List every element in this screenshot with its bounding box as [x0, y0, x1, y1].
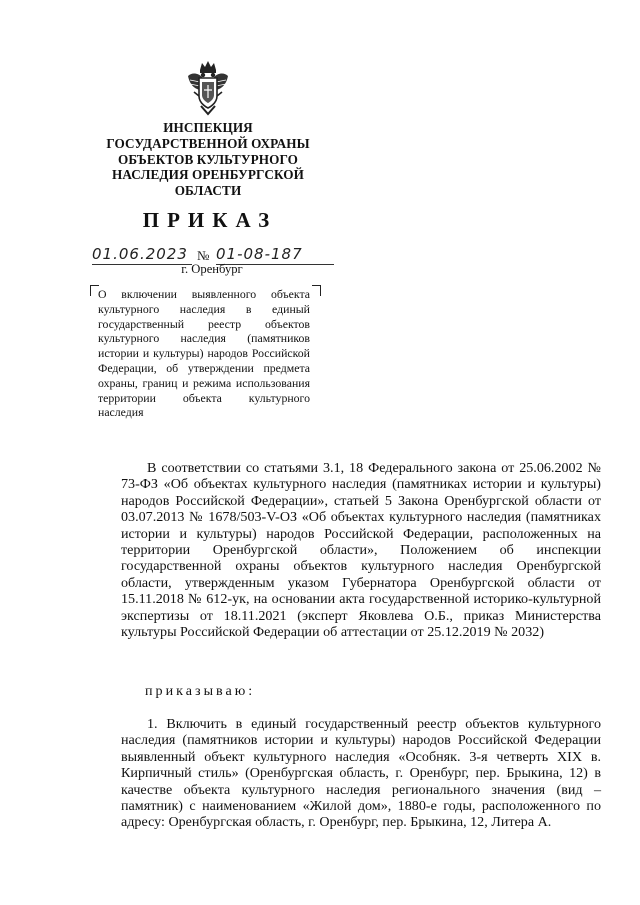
agency-line: ИНСПЕКЦИЯ — [163, 120, 253, 135]
order-date-handwritten: 01.06.2023 — [92, 245, 188, 263]
decree-word: приказываю: — [145, 683, 256, 699]
order-city: г. Оренбург — [181, 262, 243, 276]
agency-line: ГОСУДАРСТВЕННОЙ ОХРАНЫ — [106, 135, 310, 151]
order-number-handwritten: 01-08-187 — [216, 245, 303, 263]
subject-bracket-right — [312, 285, 321, 296]
order-point-1: 1. Включить в единый государственный реестр объектов культурного наследия (памятников истории и культуры) народов Российской Федерации выявленный объект культурного наследия «Особняк. 3-я четверть XIX в. Кирпичный стиль» (Оренбургская область, г. Оренбург, пер. Брыкина, 12) в качестве объекта культурного наследия регионального значения (вид – памятник) с наименованием «Жилой дом», 1880-е годы, расположенного по адресу: Оренбургская область, г. Оренбург, пер. Брыкина, 12, Литера А. — [121, 716, 601, 831]
agency-line: ОБЛАСТИ — [174, 183, 242, 199]
order-number-label: № — [197, 248, 210, 263]
agency-name — [92, 120, 324, 199]
coat-of-arms-emblem — [184, 60, 232, 118]
order-subject: О включении выявленного объекта культурного наследия в единый государственный реестр объектов культурного наследия (памятников истории и культуры) народов Российской Федерации, об утверждении предмета охраны, границ и режима использования территории объекта культурного наследия — [98, 287, 310, 420]
agency-line: НАСЛЕДИЯ ОРЕНБУРГСКОЙ — [111, 167, 305, 183]
order-title: ПРИКАЗ — [142, 208, 278, 232]
preamble-paragraph: В соответствии со статьями 3.1, 18 Федерального закона от 25.06.2002 № 73-ФЗ «Об объектах культурного наследия (памятниках истории и культуры) народов Российской Федерации», статьей 5 Закона Оренбургской области от 03.07.2013 № 1678/503-V-ОЗ «Об объектах культурного наследия (памятниках истории и культуры) народов Российской Федерации, расположенных на территории Оренбургской области», Положением об инспекции государственной охраны объектов культурного наследия Оренбургской области, утвержденным указом Губернатора Оренбургской области от 15.11.2018 № 612-ук, на основании акта государственной историко-культурной экспертизы от 18.11.2021 (эксперт Яковлева О.Б., приказ Министерства культуры Российской Федерации об аттестации от 25.12.2019 № 2032) — [121, 460, 601, 641]
agency-line: ОБЪЕКТОВ КУЛЬТУРНОГО — [117, 151, 299, 167]
